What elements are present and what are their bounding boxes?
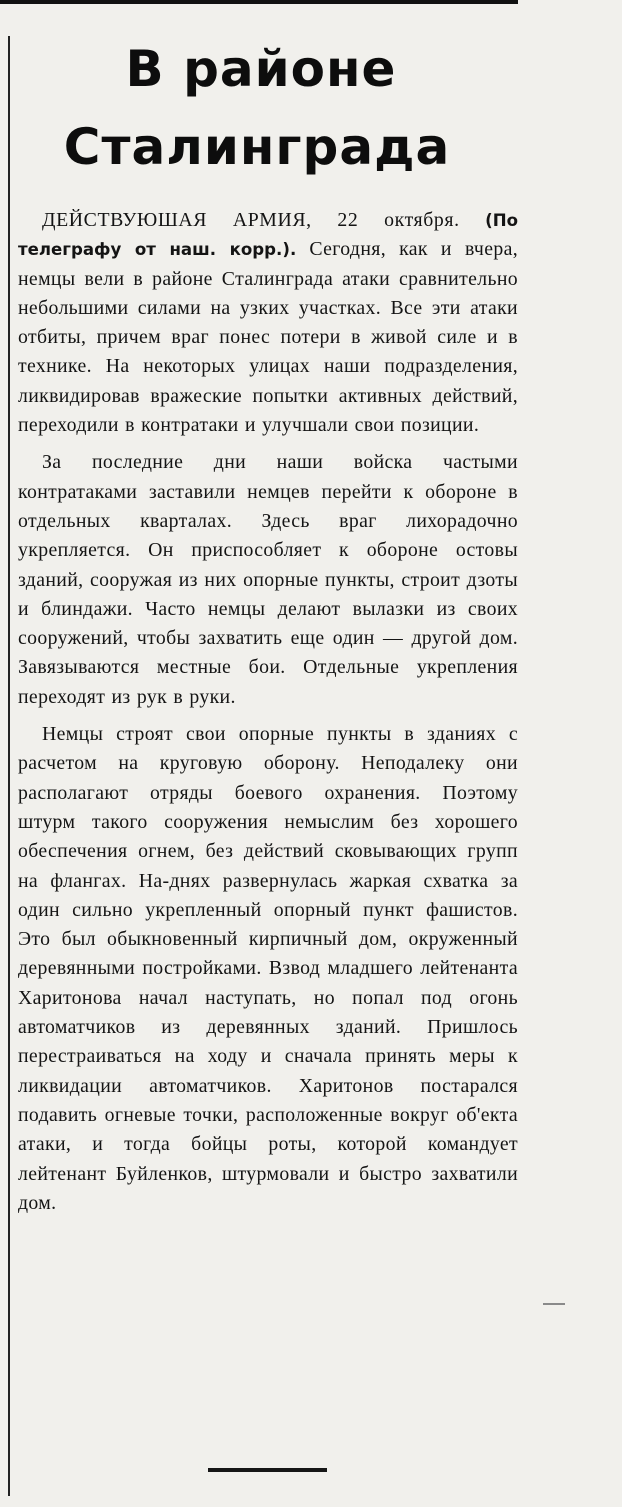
- paragraph-1-text: Сегодня, как и вчера, немцы вели в районе Сталинграда атаки сравнительно небольшими силами на узких участках. Все эти атаки отбиты, причем враг понес потери в живой силе и в технике. На некоторых улицах наши подразделения, ликвидировав вражеские попытки активных действий, переходили в контратаки и улучшали свои позиции.: [18, 238, 518, 437]
- article-paragraph-2: За последние дни наши войска частыми контратаками заставили немцев перейти к обороне в отдельных кварталах. Здесь враг лихорадочно укрепляется. Он приспособляет к обороне остовы зданий, сооружая из них опорные пункты, строит дзоты и блиндажи. Часто немцы делают вылазки из своих сооружений, чтобы захватить еще один — другой дом. Завязываются местные бои. Отдельные укрепления переходят из рук в руки.: [18, 451, 518, 708]
- article-headline: [18, 30, 518, 186]
- headline-line-2: Сталинграда: [63, 118, 451, 176]
- news-article: [18, 30, 518, 1218]
- top-column-rule: [0, 0, 518, 4]
- article-end-rule: [208, 1468, 327, 1472]
- left-column-rule: [8, 36, 10, 1496]
- article-paragraph-3: Немцы строят свои опорные пункты в зданиях с расчетом на круговую оборону. Неподалеку они располагают отряды боевого охранения. Поэтому штурм такого сооружения немыслим без хорошего обеспечения огнем, без действий сковывающих групп на флангах. На-днях развернулась жаркая схватка за один сильно укрепленный опорный пункт фашистов. Это был обыкновенный кирпичный дом, окруженный деревянными постройками. Взвод младшего лейтенанта Харитонова начал наступать, но попал под огонь автоматчиков из деревянных зданий. Пришлось перестраиваться на ходу и сначала принять меры к ликвидации автоматчиков. Харитонов постарался подавить огневые точки, расположенные вокруг об'екта атаки, и тогда бойцы роты, которой командует лейтенант Буйленков, штурмовали и быстро захватили дом.: [18, 723, 518, 1214]
- margin-mark: [543, 1303, 565, 1305]
- dateline: ДЕЙСТВУЮШАЯ АРМИЯ, 22 октября.: [42, 209, 460, 231]
- byline: (По телеграфу от наш. корр.).: [18, 211, 518, 260]
- headline-line-1: В районе: [125, 40, 397, 98]
- article-paragraph-1: [18, 206, 518, 440]
